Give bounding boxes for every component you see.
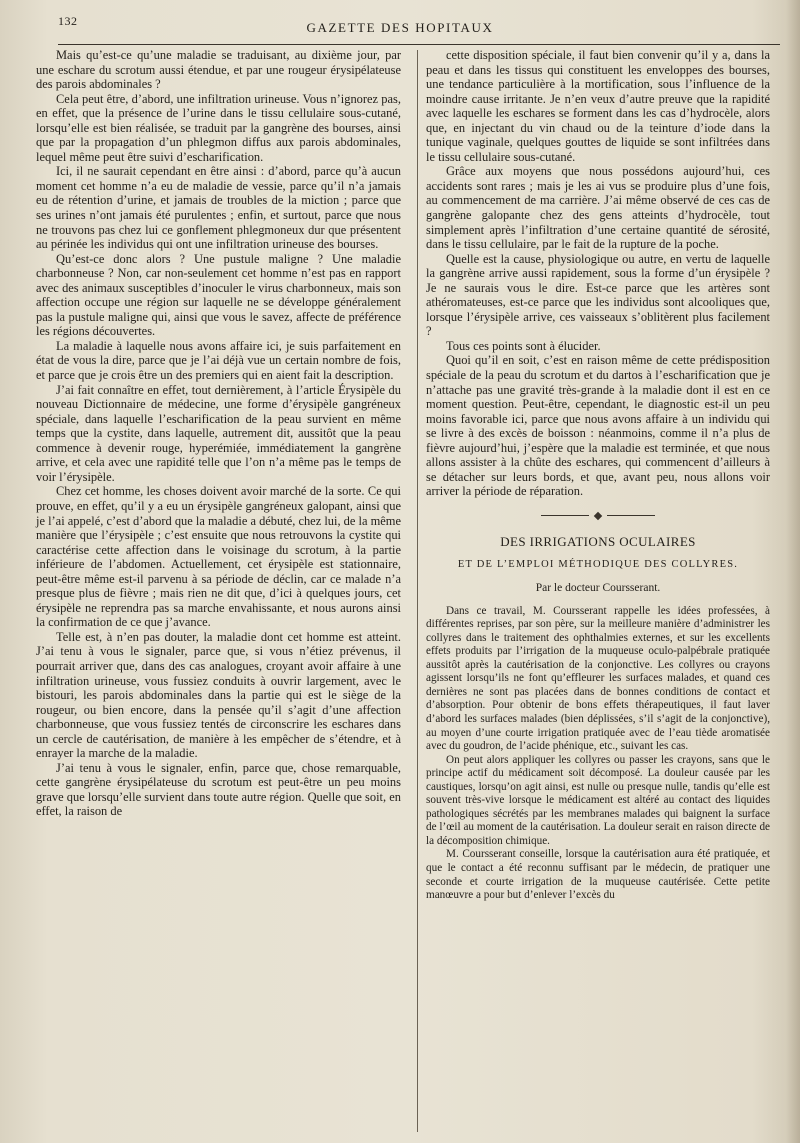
paragraph: Cela peut être, d’abord, une infiltration urineuse. Vous n’ignorez pas, en effet, que la présence de l’urine dans le tissu cellulaire sous-cutané, lorsqu’elle est bien réalisée, se traduit par la gangrène des bourses, ainsi que par la propagation d’un phlegmon diffus aux parois abdominales, lequel même peut être suivi d’escharification. [36, 91, 401, 164]
paragraph: J’ai fait connaître en effet, tout dernièrement, à l’article Érysipèle du nouveau Dictionnaire de médecine, une forme d’érysipèle gangréneux spéciale, dans laquelle l’escharification de la peau survient en même temps que la cystite, dans laquelle, autrement dit, aussitôt que la peau commence à devenir rouge, hyperémiée, immédiatement la gangrène arrive, et cela avec une rapidité telle que l’on n’a même pas le temps de voir l’érysipèle. [36, 382, 401, 484]
paragraph: Telle est, à n’en pas douter, la maladie dont cet homme est atteint. J’ai tenu à vous le signaler, parce que, si vous n’étiez prévenus, il pourrait arriver que, dans des cas analogues, croyant avoir affaire à une infiltration urineuse, vous fussiez conduits à ouvrir largement, avec le bistouri, les parois abdominales dans la partie qui est le siège de la rougeur, ou bien encore, dans la pensée qu’il s’agit d’une affection charbonneuse, que vous fussiez tentés de circonscrire les eschares dans un cercle de cautérisation, de manière à les empêcher de s’étendre, et à enrayer la marche de la maladie. [36, 629, 401, 761]
paragraph: Grâce aux moyens que nous possédons aujourd’hui, ces accidents sont rares ; mais je les ai vus se produire plus d’une fois, au commencement de ma carrière. J’ai même observé de ces cas de gangrène galopante chez des gens atteints d’hydrocèle, tout simplement après l’infiltration d’une certaine quantité de sérosité, dans le tissu cellulaire, par le fait de la rupture de la poche. [426, 164, 770, 252]
section-separator [426, 511, 770, 521]
paragraph: J’ai tenu à vous le signaler, enfin, parce que, chose remarquable, cette gangrène érysipélateuse du scrotum est peut-être un peu moins grave que lorsqu’elle survient dans toute autre région. Quelle que soit, en effet, la raison de [36, 760, 401, 819]
header-rule [58, 44, 780, 45]
article-paragraph: M. Coursserant conseille, lorsque la cautérisation aura été pratiquée, et que le contact a été reconnu suffisant par le médecin, de pratiquer une seconde et courte irrigation de la muqueuse cautérisée. Cette petite manœuvre a pour but d’enlever l’excès du [426, 848, 770, 902]
article-paragraph: Dans ce travail, M. Coursserant rappelle les idées professées, à différentes reprises, par son père, sur la meilleure manière d’administrer les collyres dans le traitement des ophthalmies externes, et sur les excellents effets produits par l’irrigation de la muqueuse oculo-palpébrale pratiquée aussitôt après la cautérisation de la conjonctive. Les collyres ou crayons agissent lorsqu’ils ne font qu’effleurer les surfaces malades, et quand ces dernières ne sont pas placées dans de bonnes conditions de contact et d’absorption. Pour obtenir de bons effets thérapeutiques, il faut laver d’abord les surfaces malades (bien déplissées, s’il s’agit de la conjonctive), au moyen d’une courte irrigation pratiquée avec de l’eau tiède aromatisée avec du goudron, de l’acide phénique, etc., suivant les cas. [426, 604, 770, 753]
paragraph: Chez cet homme, les choses doivent avoir marché de la sorte. Ce qui prouve, en effet, qu’il y a eu un érysipèle gangréneux galopant, ainsi que je l’ai appelé, c’est d’abord que la maladie a débuté, chez lui, de la même manière que l’érysipèle ; c’est ensuite que nous retrouvons la cystite qui caractérise cette affection dans le voisinage du scrotum, à la partie inférieure de l’abdomen. Actuellement, cet érysipèle est stationnaire, peut-être même est-il parvenu à sa période de déclin, car ce malade n’a presque plus de fièvre ; mais rien ne dit que, d’ici à quelques jours, cet érysipèle ne reprendra pas sa marche envahissante, et nous aurons ainsi la confirmation de ce que j’avance. [36, 484, 402, 630]
paragraph: Ici, il ne saurait cependant en être ainsi : d’abord, parce qu’à aucun moment cet homme n’a eu de maladie de vessie, parce qu’il n’a jamais eu de rétention d’urine, et jamais de troubles de la miction ; parce que ses urines n’ont jamais été purulentes ; enfin, et surtout, parce que nous ne trouvons pas chez lui ce gonflement phlegmoneux dur que présentent au périnée les individus qui ont une infiltration urineuse des bourses. [36, 164, 401, 252]
paragraph: Qu’est-ce donc alors ? Une pustule maligne ? Une maladie charbonneuse ? Non, car non-seulement cet homme n’est pas en rapport avec des animaux susceptibles d’inoculer le virus charbonneux, mais son affection occupe une région sur laquelle ne se développe généralement pas la pustule maligne qui, ainsi que vous le savez, affecte de préférence les régions découvertes. [36, 251, 401, 339]
paragraph: cette disposition spéciale, il faut bien convenir qu’il y a, dans la peau et dans les tissus qui constituent les enveloppes des bourses, une tendance particulière à la mortification, sous l’influence de la moindre cause irritante. Je n’en veux d’autre preuve que la rapidité avec laquelle les eschares se forment dans les cas d’hydrocèle, alors que, en injectant du vin chaud ou de la teinture d’iode dans la tunique vaginale, quelques gouttes de liquide se sont infiltrées dans le tissu cellulaire sous-cutané. [426, 48, 770, 164]
separator-ornament [594, 512, 602, 520]
article-byline: Par le docteur Coursserant. [535, 582, 661, 595]
journal-title: GAZETTE DES HOPITAUX [306, 20, 494, 35]
paragraph: La maladie à laquelle nous avons affaire ici, je suis parfaitement en état de vous la dire, parce que je l’ai déjà vue un certain nombre de fois, et parce que je crois être un des premiers qui en aient fait la description. [36, 338, 401, 383]
right-column [426, 48, 770, 903]
article-paragraph: On peut alors appliquer les collyres ou passer les crayons, sans que le principe actif du médicament soit décomposé. La douleur causée par les caustiques, lorsqu’on agit ainsi, est nulle ou presque nulle, tandis qu’elle est souvent très-vive lorsque le médicament est altéré au contact des liquides pathologiques sécrétés par les membranes malades qui baignent la surface de l’œil au moment de la cautérisation. La douleur serait en raison directe de la décomposition chimique. [426, 753, 770, 847]
paragraph: Quelle est la cause, physiologique ou autre, en vertu de laquelle la gangrène arrive aussi rapidement, sous la forme d’un érysipèle ? Je ne saurais vous le dire. Est-ce parce que les artères sont athéromateuses, est-ce parce que les individus sont alcooliques que, lorsque l’érysipèle arrive, ces vaisseaux s’oblitèrent plus facilement ? [426, 251, 770, 339]
page-number: 132 [58, 14, 78, 28]
paragraph: Mais qu’est-ce qu’une maladie se traduisant, au dixième jour, par une eschare du scrotum aussi étendue, et par une rougeur érysipélateuse des parois abdominales ? [36, 48, 401, 92]
article-title: DES IRRIGATIONS OCULAIRES [500, 533, 696, 549]
separator-line [541, 515, 589, 516]
page-edge-shadow [786, 0, 800, 1143]
paragraph: Quoi qu’il en soit, c’est en raison même de cette prédisposition spéciale de la peau du scrotum et du dartos à l’escharification que je n’attache pas une gravité très-grande à la maladie dont il est en ce moment question. Peut-être, cependant, le diagnostic est-il un peu moins favorable ici, parce que nous avons affaire à un individu qui se livre à des excès de boisson : néanmoins, comme il n’a plus de fièvre aujourd’hui, j’espère que la maladie est terminée, et que nous allons assister à la chûte des eschares, qui commencent d’ailleurs à se détacher sur leurs bords, et que, avant peu, nous allons voir arriver la période de réparation. [426, 353, 770, 499]
paragraph: Tous ces points sont à élucider. [446, 338, 601, 353]
article-subtitle: ET DE L’EMPLOI MÉTHODIQUE DES COLLYRES. [457, 558, 739, 570]
column-divider [417, 50, 418, 1132]
separator-line [607, 515, 655, 516]
left-column [36, 48, 401, 819]
